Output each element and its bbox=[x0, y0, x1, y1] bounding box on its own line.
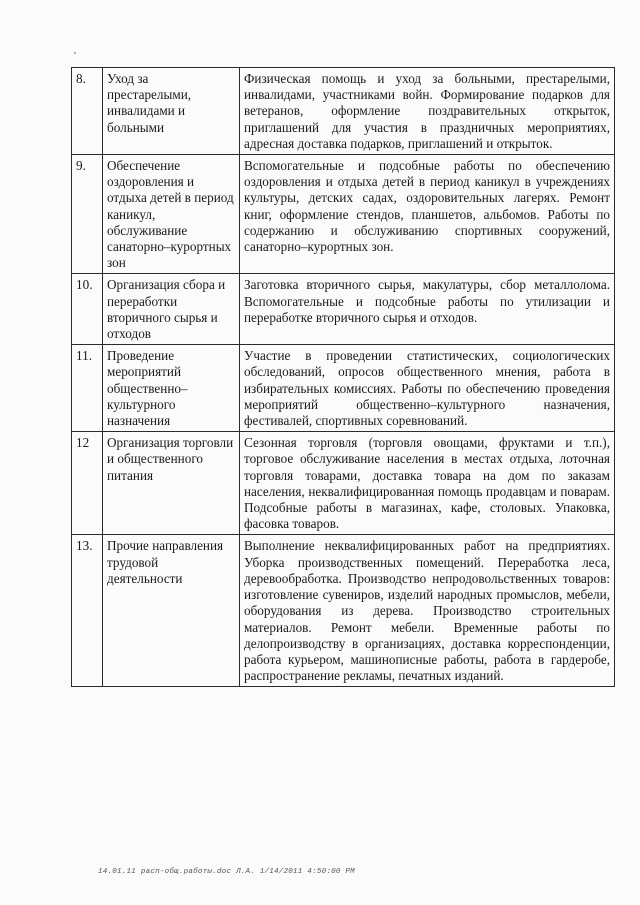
row-category: Организация сбора и переработки вторичного сырья и отходов bbox=[103, 274, 240, 345]
row-category: Организация торговли и общественного питания bbox=[103, 432, 240, 535]
table-row bbox=[72, 155, 615, 274]
row-description: Сезонная торговля (торговля овощами, фруктами и т.п.), торговое обслуживание населения в местах отдыха, лоточная торговля товарами, доставка товара на дом по заказам населения, неквалифицированная помощь продавцам и поварам. Подсобные работы в магазинах, кафе, столовых. Упаковка, фасовка товаров. bbox=[240, 432, 615, 535]
row-number: 9. bbox=[72, 155, 103, 274]
work-types-table bbox=[71, 67, 615, 687]
row-number: 10. bbox=[72, 274, 103, 345]
row-description: Заготовка вторичного сырья, макулатуры, сбор металлолома. Вспомогательные и подсобные работы по утилизации и переработке вторичного сырья и отходов. bbox=[240, 274, 615, 345]
row-description: Участие в проведении статистических, социологических обследований, опросов общественного мнения, работа в избирательных комиссиях. Работы по обеспечению проведения мероприятий общественно–культурного назначения, фестивалей, спортивных соревнований. bbox=[240, 345, 615, 432]
row-number: 11. bbox=[72, 345, 103, 432]
row-description: Выполнение неквалифицированных работ на предприятиях. Уборка производственных помещений. Переработка леса, деревообработка. Производство непродовольственных товаров: изготовление сувениров, изделий народных промыслов, мебели, оборудования из дерева. Производство строительных материалов. Ремонт мебели. Временные работы по делопроизводству в организациях, доставка корреспонденции, работа курьером, машинописные работы, работа в гардеробе, распространение рекламы, печатных изданий. bbox=[240, 535, 615, 687]
row-description: Физическая помощь и уход за больными, престарелыми, инвалидами, участниками войн. Формирование подарков для ветеранов, оформление поздравительных открыток, приглашений для участия в праздничных мероприятиях, адресная доставка подарков, приглашений и открыток. bbox=[240, 68, 615, 155]
row-category: Прочие направления трудовой деятельности bbox=[103, 535, 240, 687]
table-row bbox=[72, 68, 615, 155]
row-number: 8. bbox=[72, 68, 103, 155]
row-number: 12 bbox=[72, 432, 103, 535]
table-row bbox=[72, 535, 615, 687]
row-description: Вспомогательные и подсобные работы по обеспечению оздоровления и отдыха детей в период каникул в учреждениях культуры, детских садах, оздоровительных лагерях. Ремонт книг, оформление стендов, планшетов, альбомов. Работы по содержанию и обслуживанию спортивных сооружений, санаторно–курортных зон. bbox=[240, 155, 615, 274]
document-footer: 14.01.11 расп-общ.работы.doc Л.А. 1/14/2011 4:50:00 PM bbox=[98, 868, 355, 876]
row-category: Уход за престарелыми, инвалидами и больными bbox=[103, 68, 240, 155]
row-category: Проведение мероприятий общественно–культурного назначения bbox=[103, 345, 240, 432]
scan-speck bbox=[74, 52, 76, 54]
table-row bbox=[72, 345, 615, 432]
row-category: Обеспечение оздоровления и отдыха детей в период каникул, обслуживание санаторно–курортных зон bbox=[103, 155, 240, 274]
row-number: 13. bbox=[72, 535, 103, 687]
table-row bbox=[72, 432, 615, 535]
table-row bbox=[72, 274, 615, 345]
